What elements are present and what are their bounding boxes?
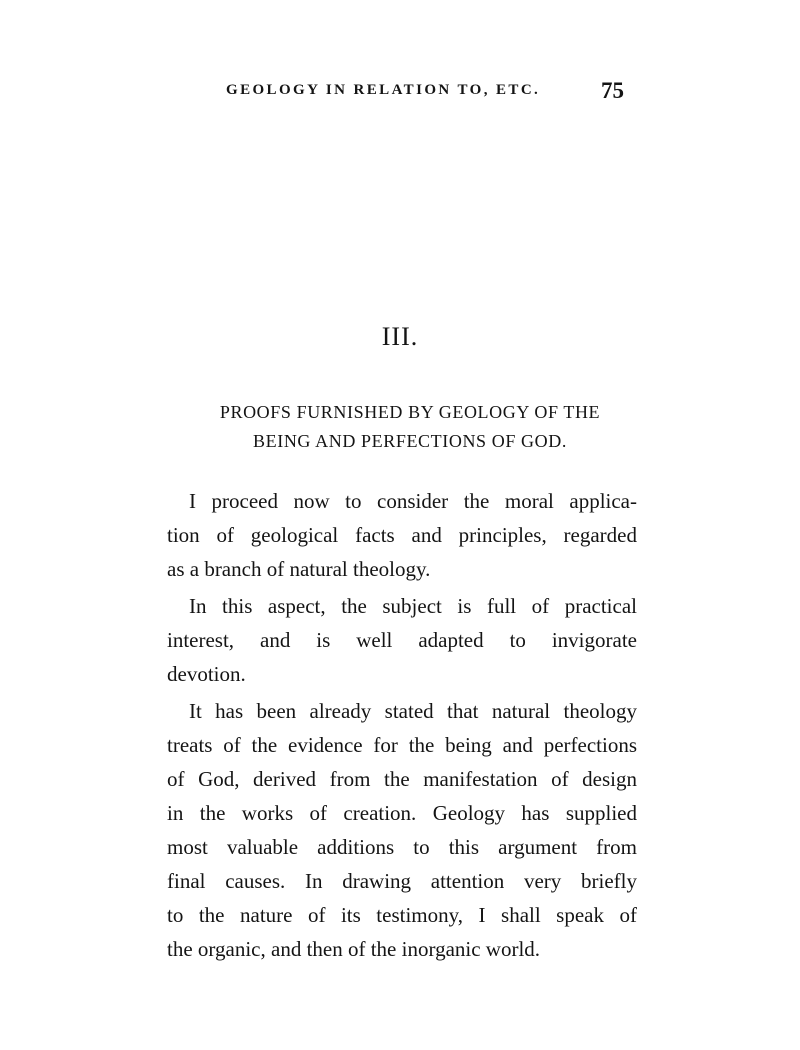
body-text xyxy=(167,484,637,966)
chapter-title xyxy=(150,398,670,456)
text-line: tion of geological facts and principles, regarded xyxy=(167,523,637,547)
text-line: In this aspect, the subject is full of practical xyxy=(189,594,637,618)
chapter-title-line: BEING AND PERFECTIONS OF GOD. xyxy=(253,431,567,451)
text-line: interest, and is well adapted to invigorate xyxy=(167,628,637,652)
text-line: final causes. In drawing attention very briefly xyxy=(167,869,637,893)
running-title: GEOLOGY IN RELATION TO, ETC. xyxy=(226,82,541,98)
page-number: 75 xyxy=(601,78,624,103)
text-line: treats of the evidence for the being and perfections xyxy=(167,733,637,757)
text-line: as a branch of natural theology. xyxy=(167,557,431,581)
text-line: the organic, and then of the inorganic world. xyxy=(167,937,541,961)
text-line: I proceed now to consider the moral applica- xyxy=(189,489,637,513)
chapter-number: III. xyxy=(381,322,419,351)
text-line: most valuable additions to this argument from xyxy=(167,835,637,859)
paragraph-3 xyxy=(167,694,637,966)
text-line: in the works of creation. Geology has supplied xyxy=(167,801,637,825)
chapter-title-line: PROOFS FURNISHED BY GEOLOGY OF THE xyxy=(219,402,601,422)
text-line: to the nature of its testimony, I shall speak of xyxy=(167,903,637,927)
text-line: It has been already stated that natural theology xyxy=(189,699,637,723)
paragraph-2 xyxy=(167,589,637,691)
text-line: of God, derived from the manifestation of design xyxy=(167,767,637,791)
paragraph-1 xyxy=(167,484,637,586)
running-head xyxy=(0,78,800,108)
text-line: devotion. xyxy=(167,662,246,686)
